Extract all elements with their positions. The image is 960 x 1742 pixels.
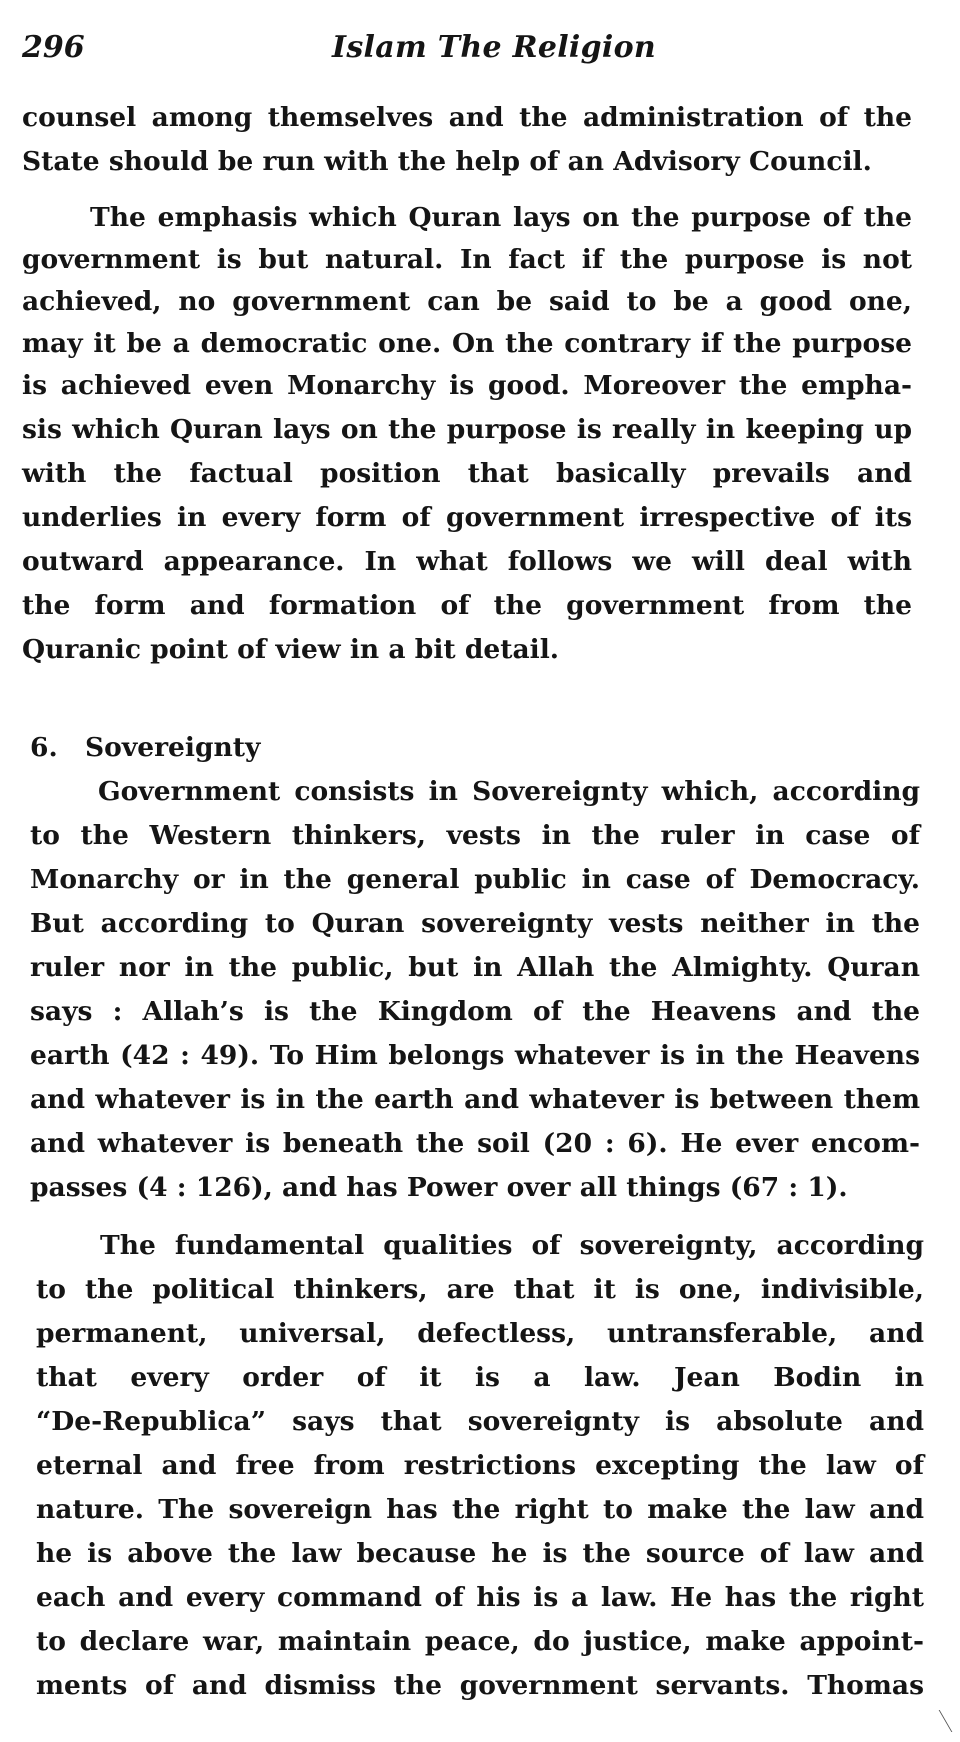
text-line: each and every command of his is a law. He has the right: [36, 1582, 924, 1613]
text-line: earth (42 : 49). To Him belongs whatever is in the Heavens: [30, 1040, 920, 1071]
text-line: eternal and free from restrictions excepting the law of: [36, 1450, 924, 1481]
text-line: Quranic point of view in a bit detail.: [22, 634, 560, 665]
running-title: Islam The Religion: [332, 30, 657, 65]
section-title: Sovereignty: [85, 732, 261, 763]
text-line: counsel among themselves and the administration of the: [22, 102, 912, 133]
text-line: that every order of it is a law. Jean Bodin in: [36, 1362, 924, 1393]
text-line: is achieved even Monarchy is good. Moreover the empha-: [22, 370, 912, 401]
text-line: Government consists in Sovereignty which, according: [98, 776, 920, 807]
page-header: [22, 30, 932, 80]
text-line: “De-Republica” says that sovereignty is absolute and: [36, 1406, 924, 1437]
text-line: ruler nor in the public, but in Allah the Almighty. Quran: [30, 952, 920, 983]
section-number: 6.: [30, 732, 58, 763]
text-line: and whatever is beneath the soil (20 : 6). He ever encom-: [30, 1128, 920, 1159]
text-line: says : Allah’s is the Kingdom of the Heavens and the: [30, 996, 920, 1027]
text-line: sis which Quran lays on the purpose is really in keeping up: [22, 414, 912, 445]
text-line: he is above the law because he is the source of law and: [36, 1538, 924, 1569]
section-heading: [30, 728, 260, 768]
text-line: government is but natural. In fact if the purpose is not: [22, 244, 912, 275]
text-line: ments of and dismiss the government servants. Thomas: [36, 1670, 924, 1701]
text-line: nature. The sovereign has the right to make the law and: [36, 1494, 924, 1525]
page-corner-mark: [921, 1710, 953, 1732]
text-line: Monarchy or in the general public in case of Democracy.: [30, 864, 920, 895]
text-line: and whatever is in the earth and whatever is between them: [30, 1084, 920, 1115]
text-line: outward appearance. In what follows we will deal with: [22, 546, 912, 577]
text-line: But according to Quran sovereignty vests neither in the: [30, 908, 920, 939]
text-line: the form and formation of the government from the: [22, 590, 912, 621]
text-line: State should be run with the help of an Advisory Council.: [22, 146, 872, 177]
text-line: passes (4 : 126), and has Power over all things (67 : 1).: [30, 1172, 848, 1203]
text-line: to the Western thinkers, vests in the ruler in case of: [30, 820, 920, 851]
text-line: permanent, universal, defectless, untransferable, and: [36, 1318, 924, 1349]
page-number: 296: [22, 30, 85, 65]
text-line: underlies in every form of government irrespective of its: [22, 502, 912, 533]
text-line: may it be a democratic one. On the contrary if the purpose: [22, 328, 912, 359]
text-line: to the political thinkers, are that it is one, indivisible,: [36, 1274, 924, 1305]
text-line: achieved, no government can be said to be a good one,: [22, 286, 912, 317]
text-line: The emphasis which Quran lays on the purpose of the: [90, 202, 912, 233]
text-line: The fundamental qualities of sovereignty, according: [100, 1230, 924, 1261]
text-line: to declare war, maintain peace, do justice, make appoint-: [36, 1626, 924, 1657]
text-line: with the factual position that basically prevails and: [22, 458, 912, 489]
